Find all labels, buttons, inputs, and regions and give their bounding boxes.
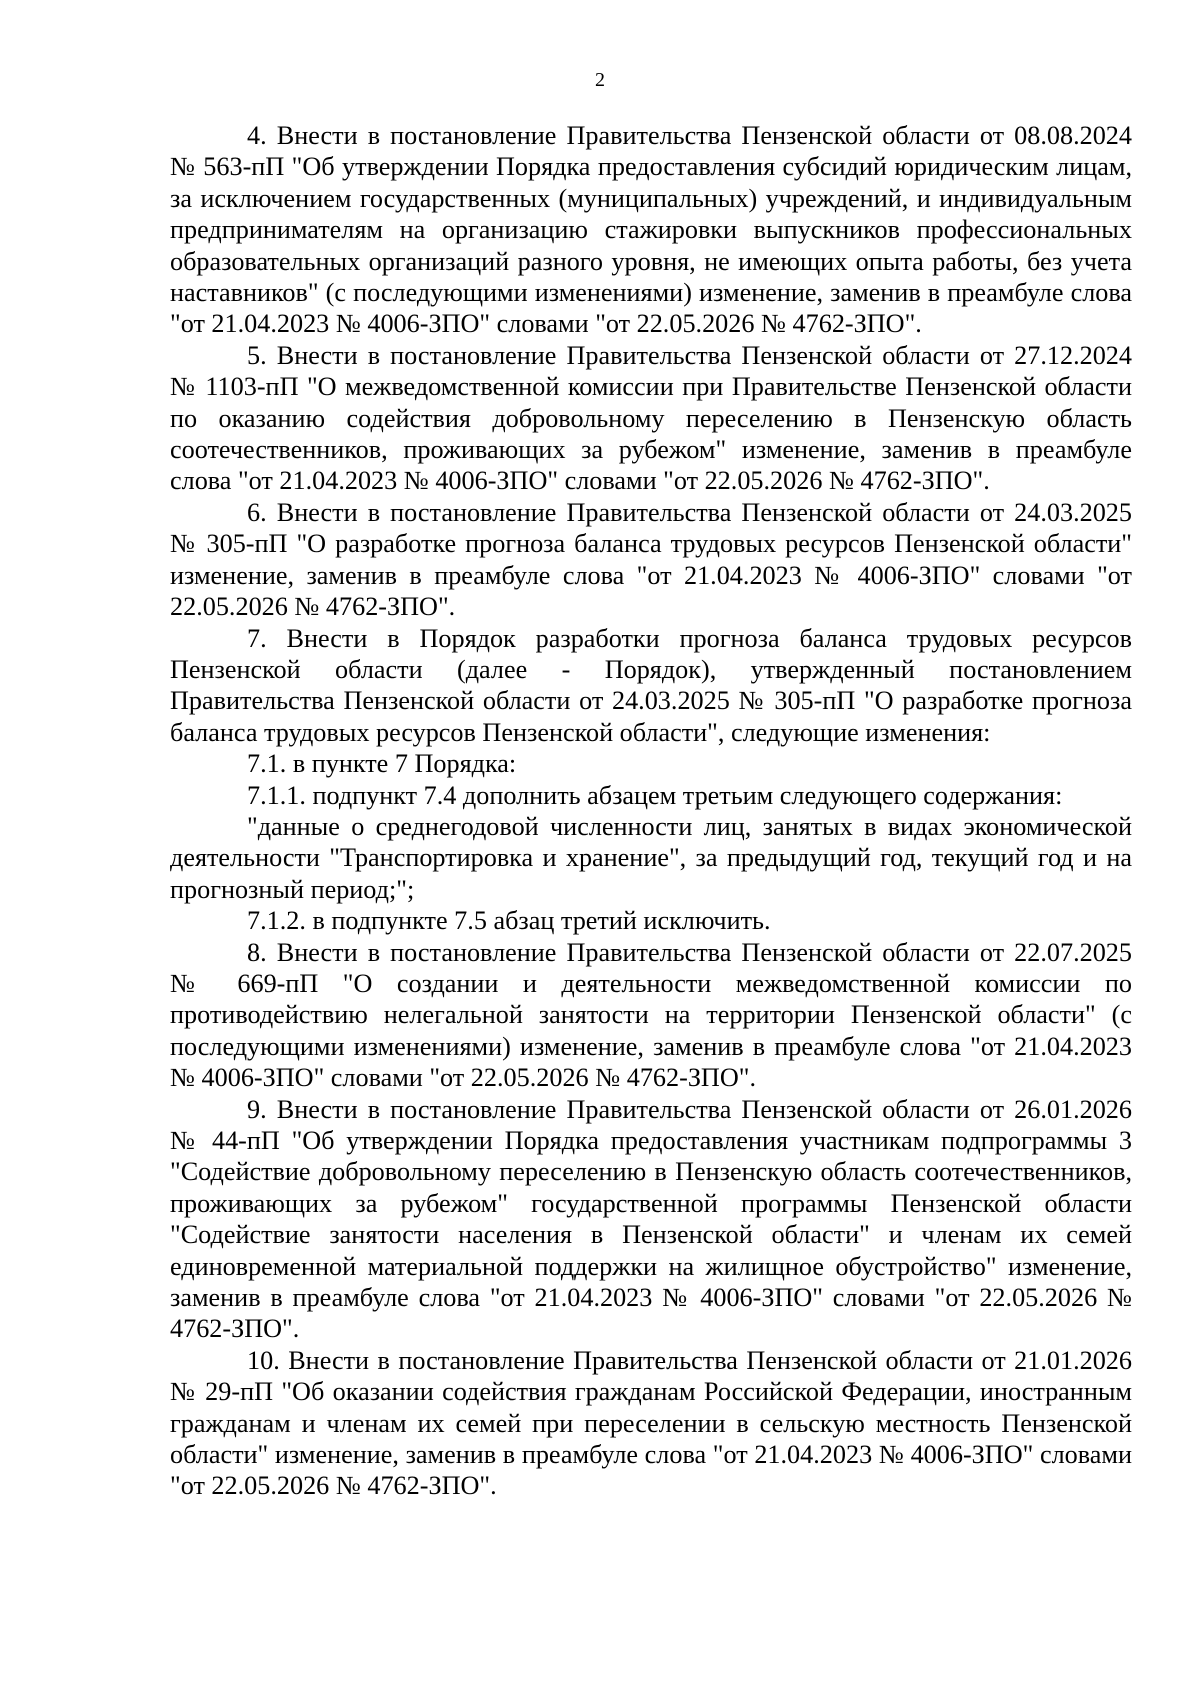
- paragraph-subitem-7-1-1: 7.1.1. подпункт 7.4 дополнить абзацем третьим следующего содержания:: [247, 780, 1063, 810]
- paragraph-item-8: 8. Внести в постановление Правительства Пензенской области от 22.07.2025 № 669-пП "О создании и деятельности межведомственной комиссии по противодействию нелегальной занятости на территории Пензенской области" (с последующими изменениями) изменение, заменив в преамбуле слова "от 21.04.2023 № 4006-ЗПО" словами "от 22.05.2026 № 4762-ЗПО".: [170, 937, 1132, 1093]
- paragraph-item-9: 9. Внести в постановление Правительства Пензенской области от 26.01.2026 № 44-пП "Об утверждении Порядка предоставления участникам подпрограммы 3 "Содействие добровольному переселению в Пензенскую область соотечественников, проживающих за рубежом" государственной программы Пензенской области "Содействие занятости населения в Пензенской области" и членам их семей единовременной материальной поддержки на жилищное обустройство" изменение, заменив в преамбуле слова "от 21.04.2023 № 4006-ЗПО" словами "от 22.05.2026 № 4762-ЗПО".: [170, 1094, 1132, 1344]
- paragraph-subitem-7-1: 7.1. в пункте 7 Порядка:: [247, 749, 517, 779]
- paragraph-item-5: 5. Внести в постановление Правительства Пензенской области от 27.12.2024 № 1103-пП "О межведомственной комиссии при Правительстве Пензенской области по оказанию содействия добровольному переселению в Пензенскую область соотечественников, проживающих за рубежом" изменение, заменив в преамбуле слова "от 21.04.2023 № 4006-ЗПО" словами "от 22.05.2026 № 4762-ЗПО".: [170, 340, 1132, 496]
- paragraph-subitem-7-1-2: 7.1.2. в подпункте 7.5 абзац третий исключить.: [247, 906, 771, 936]
- document-body: [170, 120, 1132, 1502]
- paragraph-item-7: 7. Внести в Порядок разработки прогноза баланса трудовых ресурсов Пензенской области (далее - Порядок), утвержденный постановлением Правительства Пензенской области от 24.03.2025 № 305-пП "О разработке прогноза баланса трудовых ресурсов Пензенской области", следующие изменения:: [170, 623, 1132, 747]
- paragraph-item-4: 4. Внести в постановление Правительства Пензенской области от 08.08.2024 № 563-пП "Об утверждении Порядка предоставления субсидий юридическим лицам, за исключением государственных (муниципальных) учреждений, и индивидуальным предпринимателям на организацию стажировки выпускников профессиональных образовательных организаций разного уровня, не имеющих опыта работы, без учета наставников" (с последующими изменениями) изменение, заменив в преамбуле слова "от 21.04.2023 № 4006-ЗПО" словами "от 22.05.2026 № 4762-ЗПО".: [170, 121, 1132, 339]
- page-number: 2: [595, 69, 605, 91]
- paragraph-quoted-text: "данные о среднегодовой численности лиц, занятых в видах экономической деятельности "Транспортировка и хранение", за предыдущий год, текущий год и на прогнозный период;";: [170, 811, 1132, 904]
- paragraph-item-6: 6. Внести в постановление Правительства Пензенской области от 24.03.2025 № 305-пП "О разработке прогноза баланса трудовых ресурсов Пензенской области" изменение, заменив в преамбуле слова "от 21.04.2023 № 4006-ЗПО" словами "от 22.05.2026 № 4762-ЗПО".: [170, 497, 1132, 622]
- paragraph-item-10: 10. Внести в постановление Правительства Пензенской области от 21.01.2026 № 29-пП "Об оказании содействия гражданам Российской Федерации, иностранным гражданам и членам их семей при переселении в сельскую местность Пензенской области" изменение, заменив в преамбуле слова "от 21.04.2023 № 4006-ЗПО" словами "от 22.05.2026 № 4762-ЗПО".: [170, 1345, 1132, 1501]
